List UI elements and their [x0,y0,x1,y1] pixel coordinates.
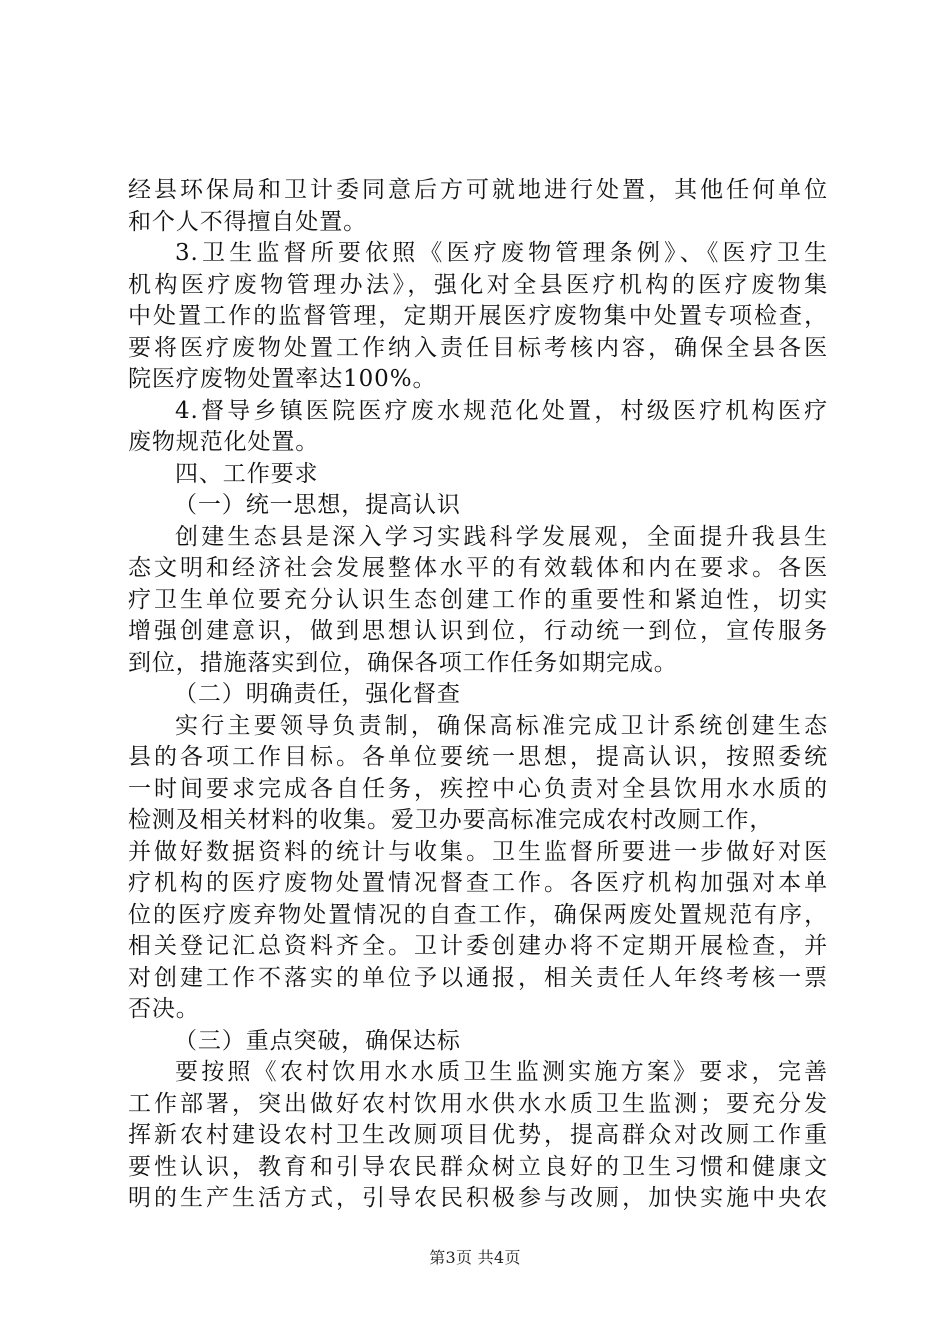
text-line: 对创建工作不落实的单位予以通报，相关责任人年终考核一票 [128,964,828,991]
text-line: 挥新农村建设农村卫生改厕项目优势，提高群众对改厕工作重 [128,1122,828,1148]
text-line: 检测及相关材料的收集。爱卫办要高标准完成农村改厕工作， [128,807,774,833]
text-line: 要将医疗废物处置工作纳入责任目标考核内容，确保全县各医 [128,334,828,361]
page-number-footer: 第3页 共4页 [429,1248,521,1267]
text-line: 位的医疗废弃物处置情况的自查工作，确保两废处置规范有序， [128,901,828,928]
subsection-heading-1: （一）统一思想，提高认识 [174,492,461,518]
text-line: 要性认识，教育和引导农民群众树立良好的卫生习惯和健康文 [128,1153,828,1180]
text-line: 县的各项工作目标。各单位要统一思想，提高认识，按照委统 [128,744,828,770]
text-line: 经县环保局和卫计委同意后方可就地进行处置，其他任何单位 [128,177,828,203]
paragraph-start: 创建生态县是深入学习实践科学发展观，全面提升我县生 [175,523,828,550]
text-line: 废物规范化处置。 [128,429,320,455]
subsection-heading-3: （三）重点突破，确保达标 [174,1027,461,1054]
text-line: 工作部署，突出做好农村饮用水供水水质卫生监测；要充分发 [128,1090,828,1117]
text-line: 到位，措施落实到位，确保各项工作任务如期完成。 [128,649,678,676]
text-line: 疗卫生单位要充分认识生态创建工作的重要性和紧迫性，切实 [128,586,828,613]
text-line: 一时间要求完成各自任务，疾控中心负责对全县饮用水水质的 [128,775,828,802]
text-line: 否决。 [128,996,200,1022]
section-heading: 四、工作要求 [175,460,319,487]
text-line: 态文明和经济社会发展整体水平的有效载体和内在要求。各医 [128,555,828,581]
text-line: 明的生产生活方式，引导农民积极参与改厕，加快实施中央农 [128,1185,828,1211]
text-line: 中处置工作的监督管理，定期开展医疗废物集中处置专项检查， [128,303,828,329]
text-line: 院医疗废物处置率达100%。 [128,366,437,392]
document-body [128,175,828,1215]
paragraph-start: 要按照《农村饮用水水质卫生监测实施方案》要求，完善 [175,1059,828,1085]
text-line: 和个人不得擅自处置。 [128,208,367,235]
text-line: 相关登记汇总资料齐全。卫计委创建办将不定期开展检查，并 [128,933,828,959]
text-line: 并做好数据资料的统计与收集。卫生监督所要进一步做好对医 [128,838,828,865]
paragraph-start: 实行主要领导负责制，确保高标准完成卫计系统创建生态 [175,712,828,739]
text-line: 增强创建意识，做到思想认识到位，行动统一到位，宣传服务 [128,618,828,644]
list-item-3-start: 3.卫生监督所要依照《医疗废物管理条例》、《医疗卫生 [175,240,828,266]
list-item-4-start: 4.督导乡镇医院医疗废水规范化处置，村级医疗机构医疗 [175,397,828,424]
subsection-heading-2: （二）明确责任，强化督查 [174,681,461,707]
text-line: 疗机构的医疗废物处置情况督查工作。各医疗机构加强对本单 [128,870,828,896]
text-line: 机构医疗废物管理办法》，强化对全县医疗机构的医疗废物集 [128,271,828,298]
